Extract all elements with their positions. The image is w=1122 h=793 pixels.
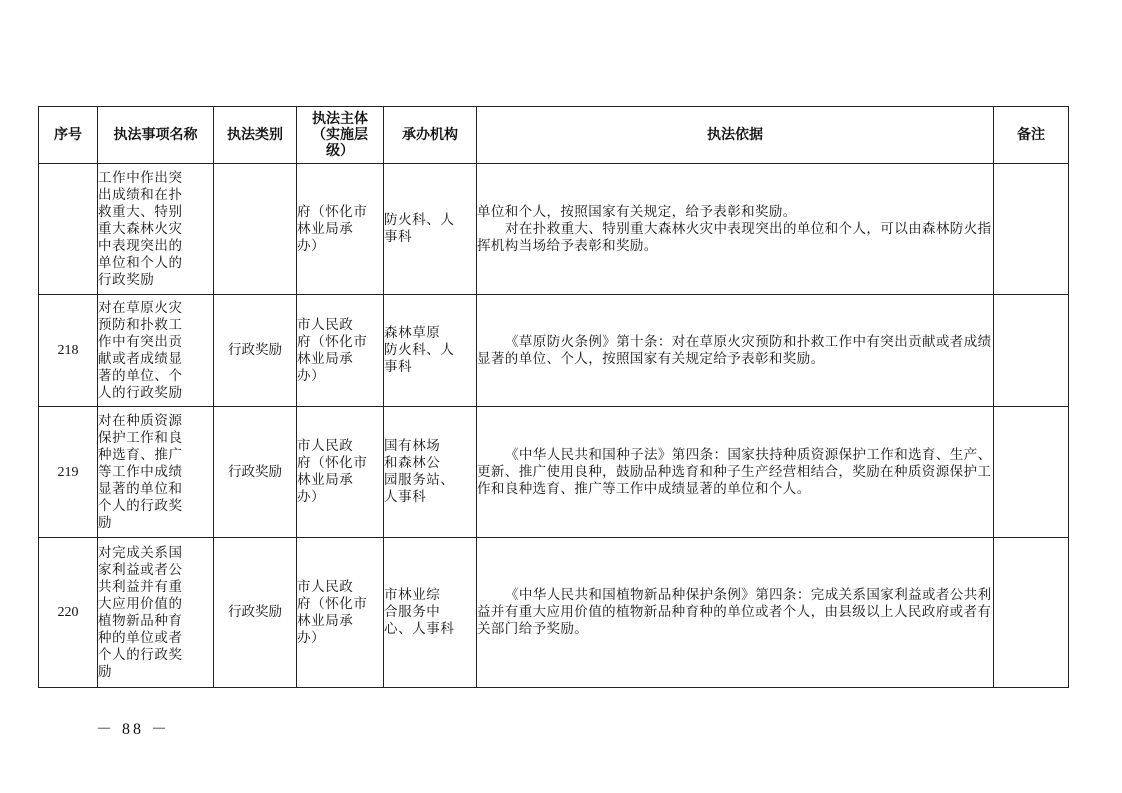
header-category: 执法类别 xyxy=(214,107,297,164)
row-seq: 219 xyxy=(39,407,98,538)
row-name-line: 励 xyxy=(98,514,113,531)
table-row xyxy=(39,295,1069,407)
row-name xyxy=(98,164,214,295)
table-row xyxy=(39,538,1069,688)
row-name-line: 家利益或者公 xyxy=(98,561,183,578)
row-category: 行政奖励 xyxy=(214,407,297,538)
row-org xyxy=(384,407,477,538)
row-name-line: 对完成关系国 xyxy=(98,544,183,561)
header-name: 执法事项名称 xyxy=(98,107,214,164)
row-basis xyxy=(477,538,994,688)
row-name xyxy=(98,295,214,407)
row-name-line: 行政奖励 xyxy=(98,271,155,288)
row-name-line: 献或者成绩显 xyxy=(98,350,183,367)
row-seq: 218 xyxy=(39,295,98,407)
row-subject-line: 林业局承 xyxy=(297,612,354,629)
row-basis-continuation: 单位和个人，按照国家有关规定，给予表彰和奖励。 xyxy=(477,203,797,220)
header-subject-line: 执法主体 xyxy=(312,111,368,127)
row-subject-line: 府（怀化市 xyxy=(297,333,368,350)
row-org-line: 国有林场 xyxy=(384,438,441,454)
row-subject-line: 办） xyxy=(297,629,326,646)
row-name-line: 对在种质资源 xyxy=(98,412,183,429)
row-subject-line: 市人民政 xyxy=(297,438,354,454)
row-subject-line: 府（怀化市 xyxy=(297,455,368,471)
row-name xyxy=(98,407,214,538)
row-name-line: 种的单位或者 xyxy=(98,629,183,646)
row-name-line: 等工作中成绩 xyxy=(98,463,183,480)
row-seq: 220 xyxy=(39,538,98,688)
row-org-line: 市林业综 xyxy=(384,587,441,603)
row-category xyxy=(214,164,297,295)
row-name-line: 对在草原火灾 xyxy=(98,299,183,316)
header-subject-line: （实施层 xyxy=(312,127,368,143)
row-remark xyxy=(994,164,1069,295)
row-basis xyxy=(477,295,994,407)
row-org-line: 合服务中 xyxy=(384,604,441,620)
row-subject xyxy=(297,295,384,407)
row-basis xyxy=(477,407,994,538)
row-subject-line: 府（怀化市 xyxy=(297,203,368,220)
header-subject-line: 级） xyxy=(326,143,354,159)
row-name-line: 大应用价值的 xyxy=(98,595,183,612)
row-org xyxy=(384,295,477,407)
row-name-line: 出成绩和在扑 xyxy=(98,186,183,203)
row-org-line: 和森林公 xyxy=(384,455,441,471)
row-category: 行政奖励 xyxy=(214,295,297,407)
row-name-line: 个人的行政奖 xyxy=(98,497,183,514)
row-name-line: 个人的行政奖 xyxy=(98,646,183,663)
row-subject xyxy=(297,407,384,538)
row-name-line: 中表现突出的 xyxy=(98,237,183,254)
row-subject-line: 办） xyxy=(297,489,326,505)
row-subject-line: 林业局承 xyxy=(297,350,354,367)
row-org-line: 事科 xyxy=(384,359,413,375)
row-basis-paragraph: 《草原防火条例》第十条：对在草原火灾预防和扑救工作中有突出贡献或者成绩显著的单位、个人，按照国家有关规定给予表彰和奖励。 xyxy=(477,333,992,367)
row-name-line: 种选育、推广 xyxy=(98,446,183,463)
row-org-line: 事科 xyxy=(384,229,413,245)
row-subject xyxy=(297,164,384,295)
row-name-line: 共利益并有重 xyxy=(98,578,183,595)
row-subject-line: 办） xyxy=(297,367,326,384)
header-remark: 备注 xyxy=(994,107,1069,164)
row-remark xyxy=(994,538,1069,688)
row-name-line: 显著的单位和 xyxy=(98,480,183,497)
row-name-line: 重大森林火灾 xyxy=(98,220,183,237)
row-basis-paragraph: 《中华人民共和国植物新品种保护条例》第四条：完成关系国家利益或者公共利益并有重大应用价值的植物新品种育种的单位或者个人，由县级以上人民政府或者有关部门给予奖励。 xyxy=(477,587,992,637)
enforcement-table xyxy=(38,106,1069,688)
row-remark xyxy=(994,407,1069,538)
row-org-line: 防火科、人 xyxy=(384,212,455,228)
row-basis-paragraph: 对在扑救重大、特别重大森林火灾中表现突出的单位和个人，可以由森林防火指挥机构当场给予表彰和奖励。 xyxy=(477,220,992,254)
row-subject-line: 市人民政 xyxy=(297,578,354,595)
row-org xyxy=(384,164,477,295)
table-header-row xyxy=(39,107,1069,164)
header-org: 承办机构 xyxy=(384,107,477,164)
row-name-line: 著的单位、个 xyxy=(98,367,183,384)
header-seq: 序号 xyxy=(39,107,98,164)
row-subject-line: 林业局承 xyxy=(297,472,354,488)
row-org-line: 心、人事科 xyxy=(384,621,455,637)
row-org-line: 园服务站、 xyxy=(384,472,455,488)
row-basis xyxy=(477,164,994,295)
row-subject-line: 林业局承 xyxy=(297,220,354,237)
row-name-line: 工作中作出突 xyxy=(98,169,183,186)
row-category: 行政奖励 xyxy=(214,538,297,688)
table-row xyxy=(39,164,1069,295)
row-remark xyxy=(994,295,1069,407)
row-subject-line: 府（怀化市 xyxy=(297,595,368,612)
header-subject xyxy=(297,107,384,164)
row-basis-paragraph: 《中华人民共和国种子法》第四条：国家扶持种质资源保护工作和选育、生产、更新、推广使用良种，鼓励品种选育和种子生产经营相结合，奖励在种质资源保护工作和良种选育、推广等工作中成绩显著的单位和个人。 xyxy=(477,446,992,497)
header-basis: 执法依据 xyxy=(477,107,994,164)
row-org-line: 人事科 xyxy=(384,489,427,505)
row-name-line: 保护工作和良 xyxy=(98,429,183,446)
row-name-line: 励 xyxy=(98,663,113,680)
row-name-line: 救重大、特别 xyxy=(98,203,183,220)
page-number: － 88 － xyxy=(96,721,171,738)
row-subject-line: 市人民政 xyxy=(297,316,354,333)
row-name-line: 预防和扑救工 xyxy=(98,316,183,333)
row-org-line: 防火科、人 xyxy=(384,342,455,358)
row-name-line: 作中有突出贡 xyxy=(98,333,183,350)
row-name-line: 单位和个人的 xyxy=(98,254,183,271)
row-subject-line: 办） xyxy=(297,237,326,254)
table-row xyxy=(39,407,1069,538)
row-name-line: 植物新品种育 xyxy=(98,612,183,629)
row-org xyxy=(384,538,477,688)
row-org-line: 森林草原 xyxy=(384,325,441,341)
row-name xyxy=(98,538,214,688)
row-seq xyxy=(39,164,98,295)
row-subject xyxy=(297,538,384,688)
row-name-line: 人的行政奖励 xyxy=(98,384,183,401)
